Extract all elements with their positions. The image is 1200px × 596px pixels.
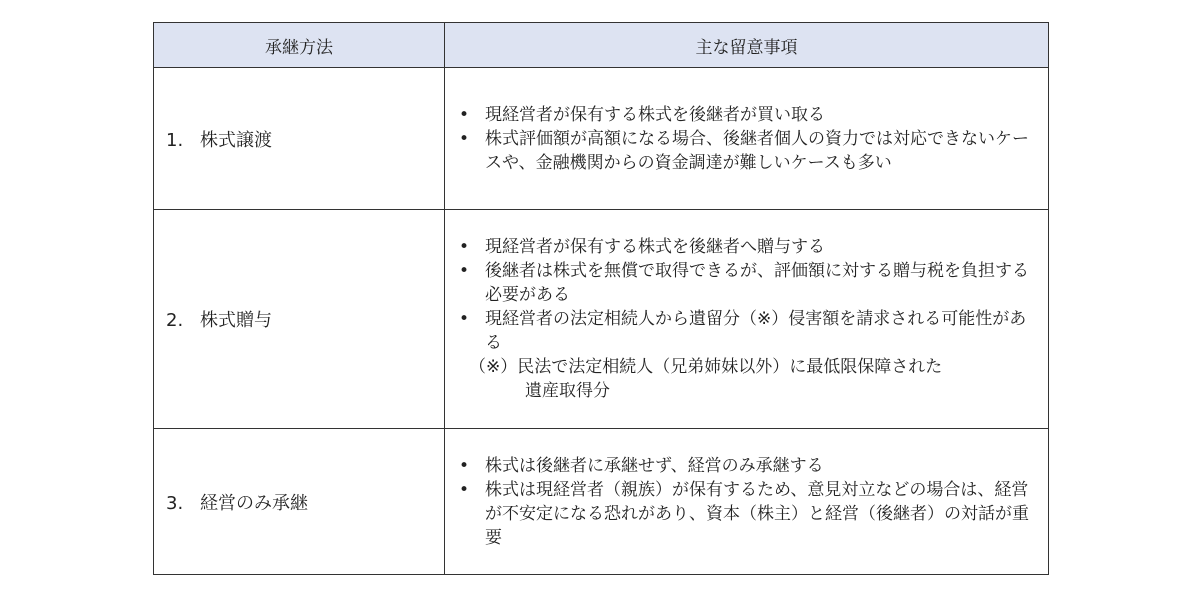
- bullet-icon: •: [458, 309, 470, 329]
- method-cell: [154, 429, 445, 575]
- succession-methods-table: [153, 22, 1049, 575]
- list-item: • 株式評価額が高額になる場合、後継者個人の資力では対応できないケースや、金融機関からの資金調達が難しいケースも多い: [455, 127, 1038, 175]
- row-number: 2.: [166, 310, 184, 331]
- bullet-icon: •: [458, 128, 470, 149]
- list-item: • 後継者は株式を無償で取得できるが、評価額に対する贈与税を負担する必要がある: [455, 259, 1038, 307]
- footnote: [455, 355, 1038, 403]
- list-item: • 株式は現経営者（親族）が保有するため、意見対立などの場合は、経営が不安定になる恐れがあり、資本（株主）と経営（後継者）の対話が重要: [455, 478, 1038, 550]
- table-row: [154, 429, 1049, 575]
- table-row: [154, 210, 1049, 429]
- method-cell: [154, 68, 445, 210]
- notes-list: [455, 103, 1038, 175]
- notes-list: [455, 235, 1038, 355]
- bullet-icon: •: [458, 261, 470, 281]
- footnote-line-1: （※）民法で法定相続人（兄弟姉妹以外）に最低限保障された: [469, 357, 943, 377]
- notes-cell: [445, 68, 1049, 210]
- list-item: • 現経営者の法定相続人から遺留分（※）侵害額を請求される可能性がある: [455, 307, 1038, 355]
- bullet-icon: •: [458, 104, 470, 125]
- method-cell: [154, 210, 445, 429]
- bullet-icon: •: [458, 479, 470, 500]
- header-succession-method: 承継方法: [154, 23, 445, 68]
- method-label: 経営のみ承継: [200, 492, 308, 514]
- bullet-icon: •: [458, 455, 470, 476]
- list-item: • 現経営者が保有する株式を後継者へ贈与する: [455, 235, 1038, 259]
- header-main-notes: 主な留意事項: [445, 23, 1049, 68]
- row-number: 3.: [166, 492, 184, 514]
- list-item: • 株式は後継者に承継せず、経営のみ承継する: [455, 454, 1038, 478]
- notes-list: [455, 454, 1038, 550]
- list-item: • 現経営者が保有する株式を後継者が買い取る: [455, 103, 1038, 127]
- footnote-line-2: 遺産取得分: [525, 381, 610, 401]
- table-header-row: [154, 23, 1049, 68]
- table-row: [154, 68, 1049, 210]
- notes-cell: [445, 210, 1049, 429]
- bullet-icon: •: [458, 237, 470, 257]
- method-label: 株式贈与: [200, 310, 272, 331]
- row-number: 1.: [166, 129, 184, 151]
- notes-cell: [445, 429, 1049, 575]
- method-label: 株式譲渡: [200, 129, 272, 151]
